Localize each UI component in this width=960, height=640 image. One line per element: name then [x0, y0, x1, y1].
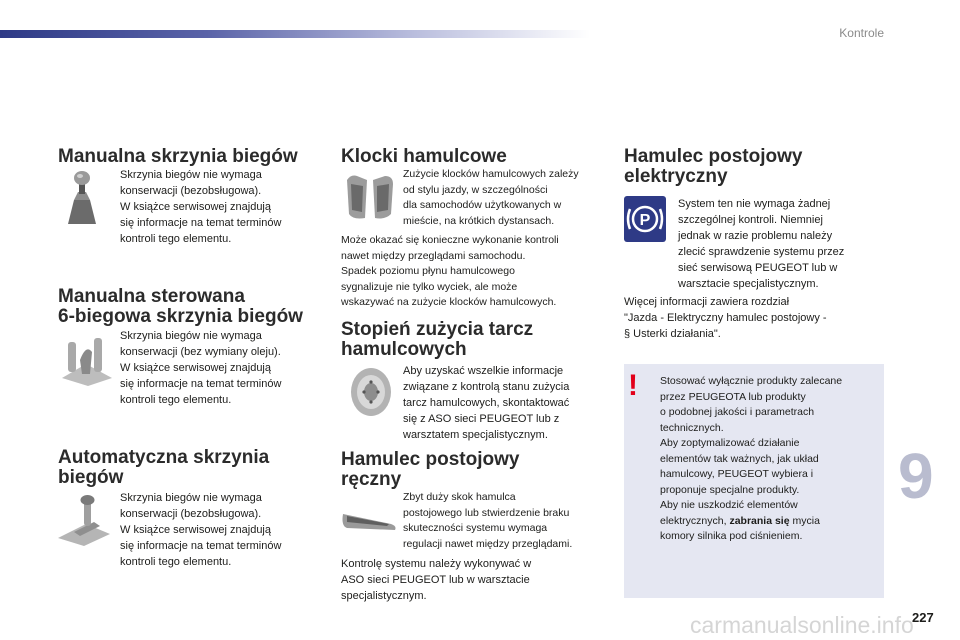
auto-gearbox-text: Skrzynia biegów nie wymaga konserwacji (bezobsługowa). W książce serwisowej znajdują się informacje na temat terminów kontroli tego elementu. [120, 492, 282, 568]
epb-title: Hamulec postojowy elektryczny [624, 146, 803, 187]
parking-brake-p-icon [624, 196, 666, 247]
warning-text: Stosować wyłącznie produkty zalecane przez PEUGEOTA lub produkty o podobnej jakości i parametrach technicznych. Aby zoptymalizować działanie elementów tak ważnych, jak układ hamulcowy, PEUGEOT wybiera i proponuje specjalne produkty. Aby nie uszkodzić elementów elektrycznych, zabrania się mycia komory silnika pod ciśnieniem. [660, 375, 843, 542]
robot-gearbox-title: Manualna sterowana 6-biegowa skrzynia biegów [58, 286, 303, 327]
epb-text-right: System ten nie wymaga żadnej szczególnej kontroli. Niemniej jednak w razie problemu należy zlecić sprawdzenie systemu przez sieć serwisową PEUGEOT lub w warsztacie specjalistycznym. [678, 198, 845, 290]
brake-disc-icon [347, 366, 395, 423]
brake-pads-icon [343, 170, 397, 229]
handbrake-text-right: Zbyt duży skok hamulca postojowego lub stwierdzenie braku skuteczności systemu wymaga regulacji nawet między przeglądami. [403, 491, 573, 550]
warning-exclamation-icon: ! [628, 369, 638, 402]
brake-discs-text: Aby uzyskać wszelkie informacje związane z kontrolą stanu zużycia tarcz hamulcowych, skontaktować się z ASO sieci PEUGEOT lub z warsztatem specjalistycznym. [403, 365, 570, 441]
brake-pads-title: Klocki hamulcowe [341, 146, 507, 167]
header-gradient-bar [0, 30, 590, 38]
brake-pads-text-right: Zużycie klocków hamulcowych zależy od stylu jazdy, w szczególności dla samochodów użytkowanych w mieście, na krótkich dystansach. [403, 168, 579, 227]
handbrake-lever-icon [341, 504, 399, 539]
manual-gearbox-icon [60, 170, 104, 231]
watermark: carmanualsonline.info [690, 612, 914, 638]
svg-text:P: P [639, 212, 651, 229]
handbrake-text: Kontrolę systemu należy wykonywać w ASO sieci PEUGEOT lub w warsztacie specjalistycznym. [341, 558, 532, 602]
manual-gearbox-text: Skrzynia biegów nie wymaga konserwacji (bezobsługowa). W książce serwisowej znajdują się informacje na temat terminów kontroli tego elementu. [120, 169, 282, 245]
robot-gearbox-text: Skrzynia biegów nie wymaga konserwacji (bez wymiany oleju). W książce serwisowej znajdują się informacje na temat terminów kontroli tego elementu. [120, 330, 282, 406]
epb-text: Więcej informacji zawiera rozdział "Jazda - Elektryczny hamulec postojowy - § Usterki działania". [624, 296, 827, 340]
brake-pads-text: Może okazać się konieczne wykonanie kontroli nawet między przeglądami samochodu. Spadek poziomu płynu hamulcowego sygnalizuje nie tylko wyciek, ale może wskazywać na zużycie klocków hamulcowych. [341, 234, 559, 308]
brake-discs-title: Stopień zużycia tarcz hamulcowych [341, 319, 534, 360]
robot-gearbox-icon [58, 334, 114, 391]
section-label: Kontrole [839, 26, 884, 40]
page-number: 227 [912, 610, 934, 625]
auto-gearbox-icon [56, 494, 112, 551]
chapter-number: 9 [898, 440, 934, 512]
manual-gearbox-title: Manualna skrzynia biegów [58, 146, 298, 167]
handbrake-title: Hamulec postojowy ręczny [341, 449, 520, 490]
auto-gearbox-title: Automatyczna skrzynia biegów [58, 447, 270, 488]
